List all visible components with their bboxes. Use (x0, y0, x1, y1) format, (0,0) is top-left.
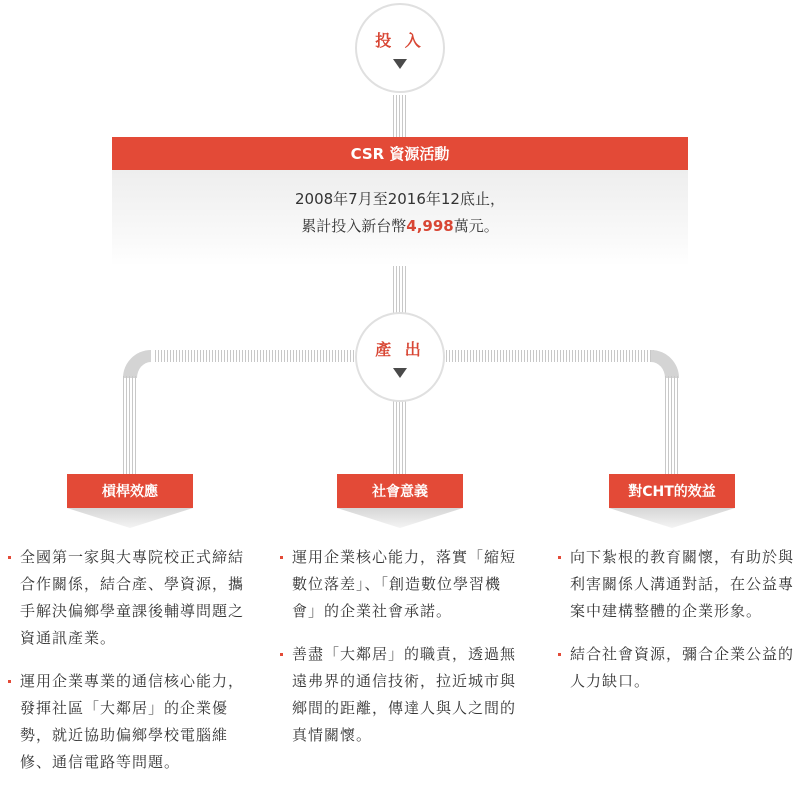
connector-corner-left (123, 350, 151, 378)
arrow-down-icon (393, 368, 407, 378)
csr-line-2 (112, 213, 688, 240)
list-leverage (10, 544, 250, 792)
tag-social-label: 社會意義 (372, 484, 428, 500)
connector-corner-right (651, 350, 679, 378)
tag-leverage (67, 474, 193, 508)
bullet-dot (558, 556, 561, 559)
list-item: 結合社會資源，彌合企業公益的人力缺口。 (560, 641, 800, 695)
list-item: 向下紮根的教育關懷，有助於與利害關係人溝通對話，在公益專案中建構整體的企業形象。 (560, 544, 800, 625)
csr-title-bar (112, 137, 688, 170)
tag-leverage-label: 槓桿效應 (102, 484, 158, 500)
list-item: 善盡「大鄰居」的職責，透過無遠弗界的通信技術，拉近城市與鄉間的距離，傳達人與人之間的真情關懷。 (282, 641, 522, 749)
output-circle (355, 312, 445, 402)
connector-branch-left (155, 350, 365, 362)
output-label: 產 出 (375, 339, 425, 359)
connector-drop-center (393, 395, 407, 476)
connector-drop-left (123, 376, 137, 476)
list-cht-benefit (560, 544, 800, 711)
tag-leverage-shadow (67, 508, 193, 528)
input-circle (355, 3, 445, 93)
csr-line-1: 2008年7月至2016年12底止， (295, 190, 505, 208)
tag-cht-benefit-label: 對CHT的效益 (628, 484, 716, 500)
tag-social (337, 474, 463, 508)
csr-line-2-suffix: 萬元。 (453, 217, 499, 235)
bullet-dot (280, 556, 283, 559)
bullet-dot (8, 680, 11, 683)
connector-drop-right (665, 376, 679, 476)
csr-line-2-prefix: 累計投入新台幣 (301, 217, 407, 235)
list-item: 運用企業核心能力，落實「縮短數位落差」、「創造數位學習機會」的企業社會承諾。 (282, 544, 522, 625)
bullet-dot (558, 653, 561, 656)
csr-description (112, 170, 688, 266)
csr-title: CSR 資源活動 (350, 145, 450, 163)
tag-cht-benefit (609, 474, 735, 508)
connector-top (393, 95, 407, 140)
bullet-dot (8, 556, 11, 559)
connector-branch-right (440, 350, 655, 362)
input-label: 投 入 (375, 30, 425, 50)
csr-amount: 4,998 (406, 217, 454, 235)
tag-cht-benefit-shadow (609, 508, 735, 528)
list-item: 運用企業專業的通信核心能力，發揮社區「大鄰居」的企業優勢，就近協助偏鄉學校電腦維修、通信電路等問題。 (10, 668, 250, 776)
bullet-dot (280, 653, 283, 656)
list-social (282, 544, 522, 765)
arrow-down-icon (393, 59, 407, 69)
tag-social-shadow (337, 508, 463, 528)
list-item: 全國第一家與大專院校正式締結合作關係，結合產、學資源，攜手解決偏鄉學童課後輔導問題之資通訊產業。 (10, 544, 250, 652)
